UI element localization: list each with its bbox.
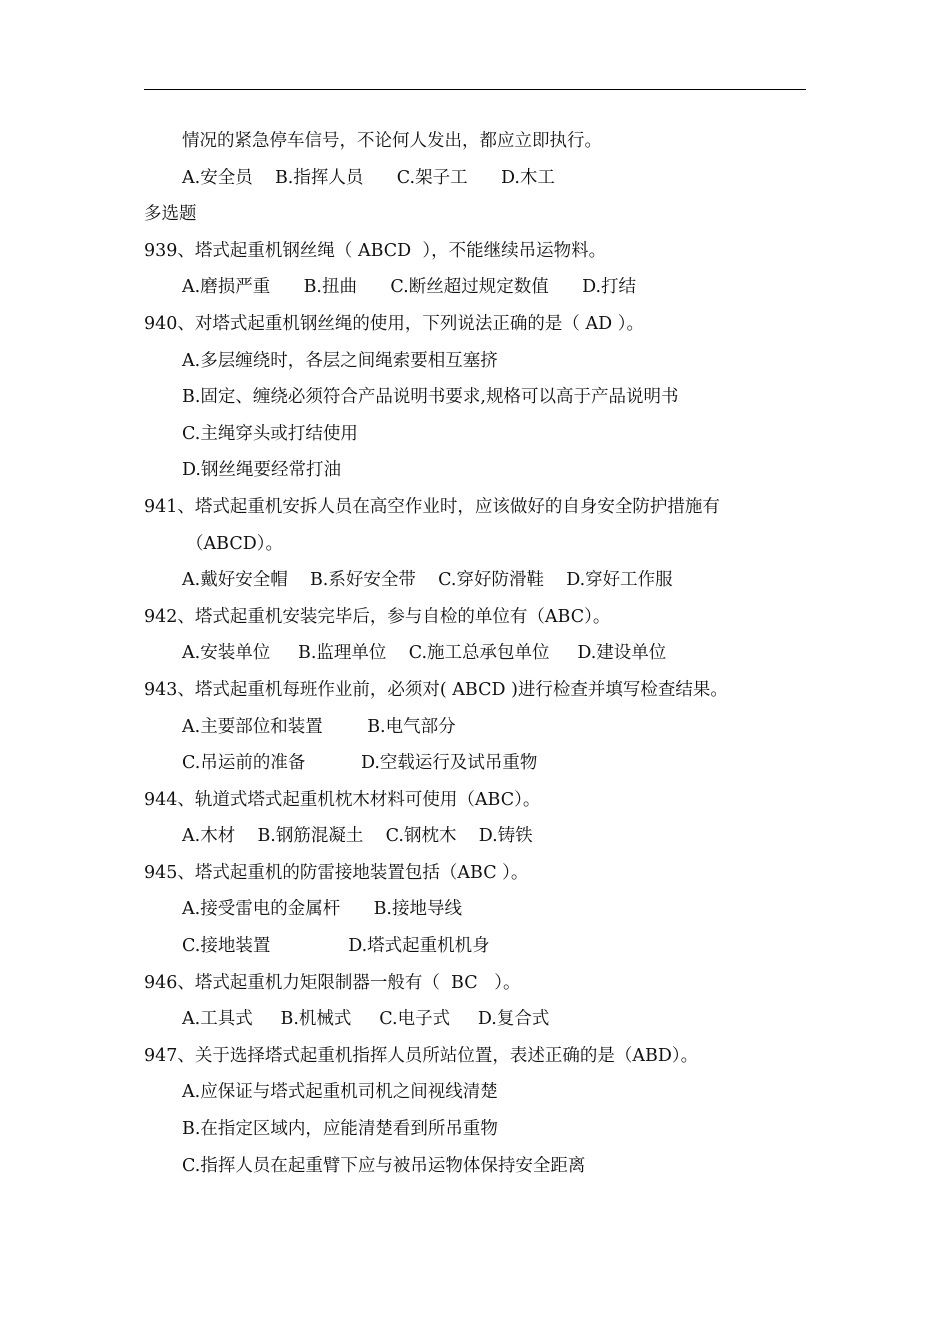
answer-option: C.接地装置 D.塔式起重机机身 [182, 936, 490, 957]
question-stem: 943、塔式起重机每班作业前，必须对( ABCD )进行检查并填写检查结果。 [144, 679, 728, 700]
question-stem: 941、塔式起重机安拆人员在高空作业时，应该做好的自身安全防护措施有 [144, 496, 720, 517]
answer-option: A.木材 B.钢筋混凝土 C.钢枕木 D.铸铁 [182, 826, 533, 847]
answer-option: A.安全员 B.指挥人员 C.架子工 D.木工 [182, 167, 555, 188]
answer-option: A.应保证与塔式起重机司机之间视线清楚 [182, 1082, 498, 1103]
header-rule [144, 89, 806, 90]
question-stem: 945、塔式起重机的防雷接地装置包括（ABC ）。 [144, 862, 529, 883]
question-stem: 942、塔式起重机安装完毕后，参与自检的单位有（ABC）。 [144, 606, 611, 627]
answer-option: D.钢丝绳要经常打油 [182, 460, 341, 481]
question-list [144, 123, 814, 1184]
question-stem: 939、塔式起重机钢丝绳（ ABCD ），不能继续吊运物料。 [144, 240, 607, 261]
answer-option: C.指挥人员在起重臂下应与被吊运物体保持安全距离 [182, 1155, 586, 1176]
answer-option: A.戴好安全帽 B.系好安全带 C.穿好防滑鞋 D.穿好工作服 [182, 570, 673, 591]
question-stem: 944、轨道式塔式起重机枕木材料可使用（ABC）。 [144, 789, 541, 810]
answer-option: A.安装单位 B.监理单位 C.施工总承包单位 D.建设单位 [182, 643, 667, 664]
answer-option: A.工具式 B.机械式 C.电子式 D.复合式 [182, 1009, 550, 1030]
answer-option: C.吊运前的准备 D.空载运行及试吊重物 [182, 753, 538, 774]
answer-option: A.接受雷电的金属杆 B.接地导线 [182, 899, 462, 920]
answer-option: A.磨损严重 B.扭曲 C.断丝超过规定数值 D.打结 [182, 277, 637, 298]
answer-option: A.主要部位和装置 B.电气部分 [182, 716, 456, 737]
answer-option: C.主绳穿头或打结使用 [182, 423, 358, 444]
question-stem: 940、对塔式起重机钢丝绳的使用，下列说法正确的是（ AD ）。 [144, 313, 644, 334]
section-heading: 多选题 [144, 204, 197, 225]
question-stem: 947、关于选择塔式起重机指挥人员所站位置，表述正确的是（ABD）。 [144, 1045, 699, 1066]
answer-option: B.固定、缠绕必须符合产品说明书要求,规格可以高于产品说明书 [182, 387, 679, 408]
question-stem: 946、塔式起重机力矩限制器一般有（ BC ）。 [144, 972, 521, 993]
question-stem-continuation: （ABCD）。 [186, 533, 283, 554]
answer-option: A.多层缠绕时，各层之间绳索要相互塞挤 [182, 350, 498, 371]
answer-option: B.在指定区域内，应能清楚看到所吊重物 [182, 1119, 498, 1140]
answer-option: 情况的紧急停车信号，不论何人发出，都应立即执行。 [182, 131, 602, 151]
